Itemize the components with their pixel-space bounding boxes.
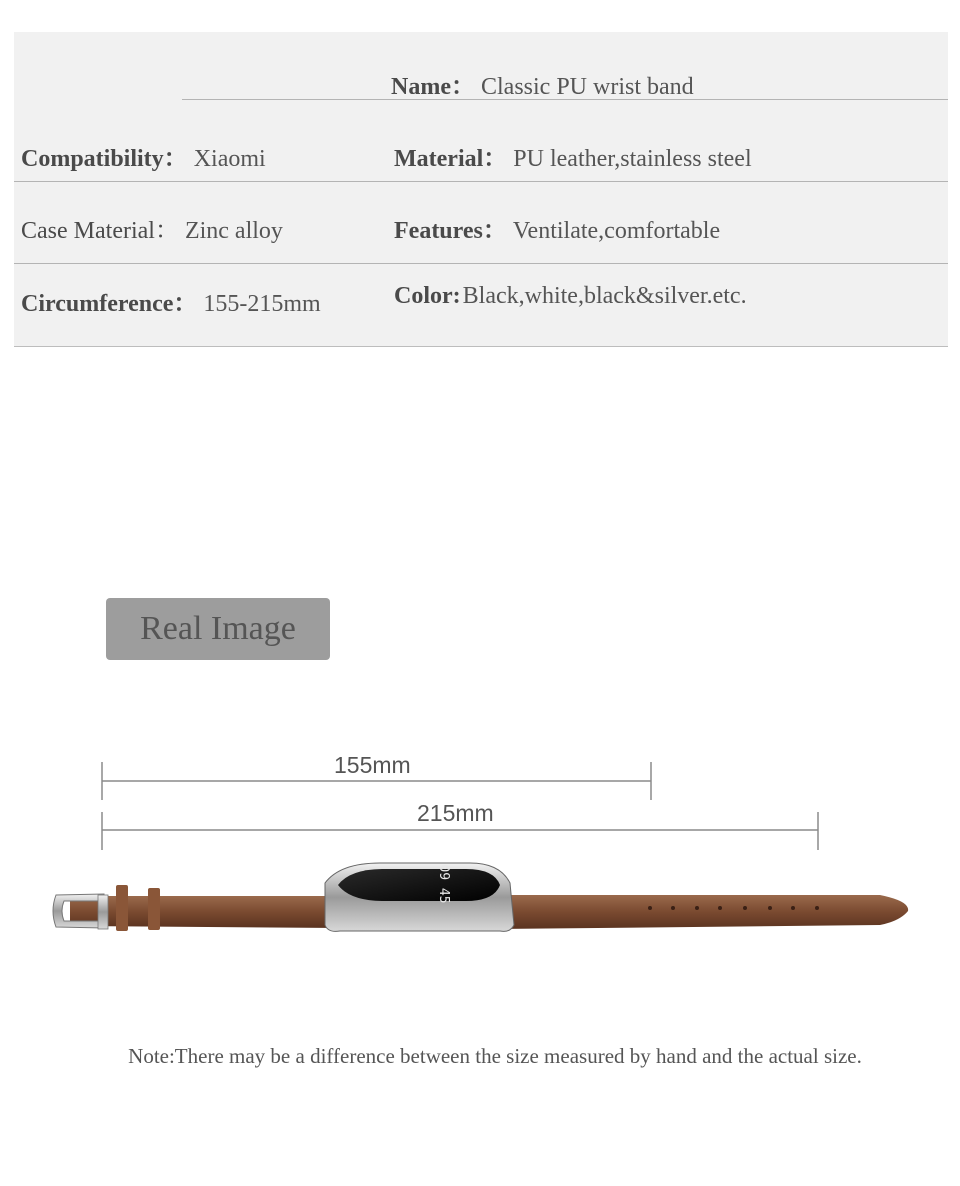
strap-left xyxy=(70,896,340,928)
spec-color-label: Color: xyxy=(394,283,461,309)
spec-case-material-value: Zinc alloy xyxy=(184,218,283,244)
spec-name xyxy=(391,66,694,101)
spec-case-material xyxy=(21,210,283,245)
strap-loop xyxy=(148,888,160,930)
row-divider xyxy=(14,263,948,264)
spec-material-value: PU leather,stainless steel xyxy=(513,146,752,172)
spec-name-label: Name： xyxy=(391,74,475,100)
spec-material xyxy=(394,138,752,173)
spec-circumference xyxy=(21,283,321,318)
spec-circumference-value: 155-215mm xyxy=(203,291,321,317)
size-note: Note:There may be a difference between the size measured by hand and the actual size. xyxy=(128,1044,862,1068)
spec-color xyxy=(394,283,747,310)
strap-loop xyxy=(116,885,128,931)
watch-screen xyxy=(338,869,500,901)
dim-215-label: 215mm xyxy=(417,800,494,826)
row-divider xyxy=(14,181,948,182)
dim-155-label: 155mm xyxy=(334,752,411,778)
strap-right xyxy=(500,895,908,929)
spec-compatibility xyxy=(21,138,266,173)
spec-features xyxy=(394,210,720,245)
spec-case-material-label: Case Material： xyxy=(21,218,179,244)
spec-compatibility-label: Compatibility： xyxy=(21,146,188,172)
real-image-badge: Real Image xyxy=(106,598,330,660)
watch-band-image xyxy=(0,855,960,965)
spec-compatibility-value: Xiaomi xyxy=(193,146,266,172)
spec-name-value: Classic PU wrist band xyxy=(480,74,694,100)
spec-circumference-label: Circumference： xyxy=(21,291,198,317)
spec-material-label: Material： xyxy=(394,146,508,172)
spec-features-value: Ventilate,comfortable xyxy=(512,218,721,244)
spec-color-value: Black,white,black&silver.etc. xyxy=(462,283,747,309)
spec-table xyxy=(14,32,948,347)
watch-time: 09 45 xyxy=(436,864,451,904)
spec-features-label: Features： xyxy=(394,218,507,244)
